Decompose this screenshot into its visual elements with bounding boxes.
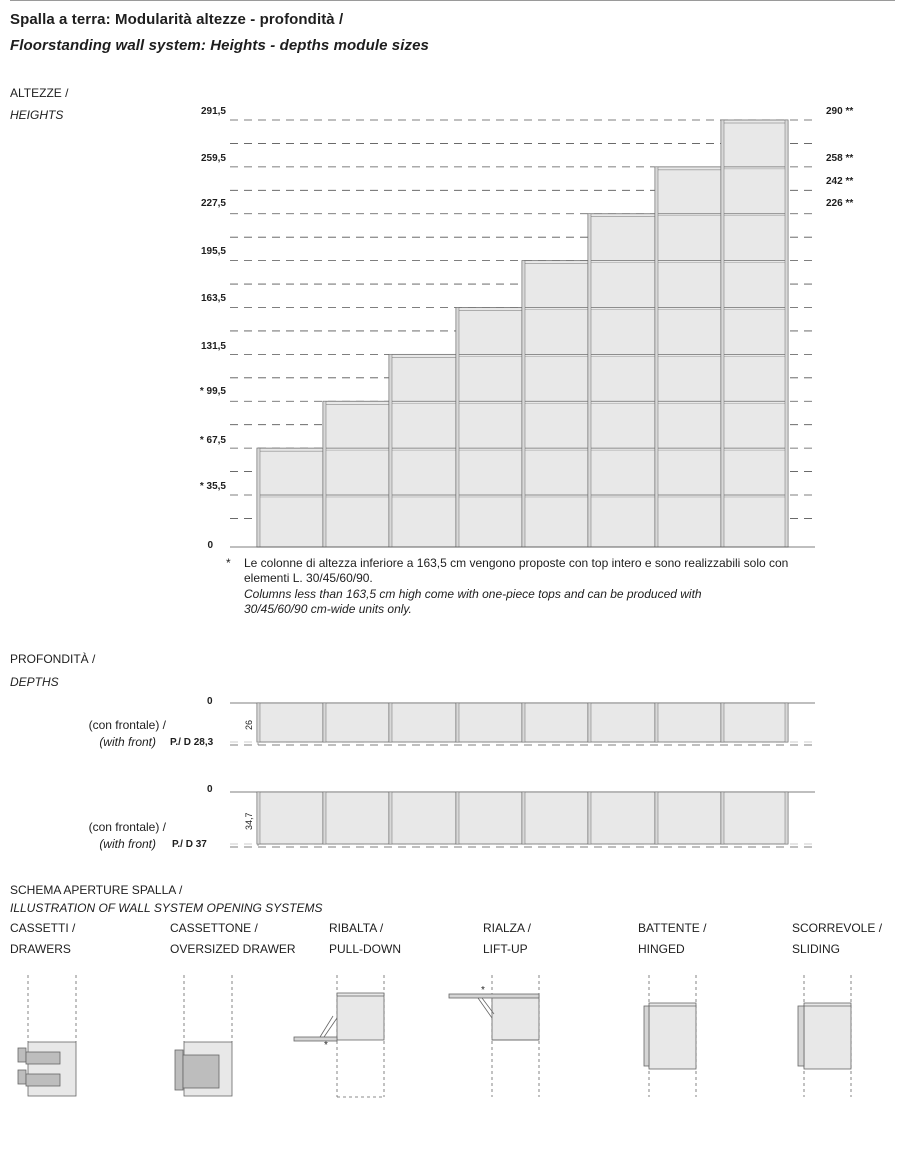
depth-upright	[785, 792, 788, 844]
depth-module	[456, 703, 522, 742]
depth-module	[721, 792, 788, 844]
height-tick: * 67,5	[199, 435, 226, 446]
depth-code: P./ D 37	[172, 839, 207, 850]
height-columns	[257, 120, 788, 547]
depth-module	[588, 703, 655, 742]
depth-module	[389, 703, 456, 742]
height-right-tick: 258 **	[826, 153, 854, 164]
depth-code: P./ D 28,3	[170, 737, 214, 748]
height-tick: * 35,5	[199, 481, 226, 492]
drawers-illustration	[18, 975, 76, 1096]
pull-down-asterisk: *	[324, 1040, 328, 1051]
depth-module	[456, 792, 522, 844]
sliding-illustration	[798, 975, 851, 1097]
depth-module	[323, 703, 389, 742]
depth-module	[588, 792, 655, 844]
shelf-column	[721, 120, 788, 547]
shelf-column	[323, 401, 389, 547]
openings-label-en: ILLUSTRATION OF WALL SYSTEM OPENING SYSTEMS	[10, 901, 323, 915]
depth-module	[655, 792, 721, 844]
shelf-column	[588, 214, 655, 547]
shelf-column	[655, 167, 721, 547]
note-italian: Le colonne di altezza inferiore a 163,5 cm vengono proposte con top intero e sono realizzabili solo con elementi L. 30/45/60/90.	[244, 556, 789, 585]
height-tick: 291,5	[200, 106, 226, 117]
depth-module	[389, 792, 456, 844]
openings-label-it: SCHEMA APERTURE SPALLA /	[10, 883, 183, 897]
height-tick: 131,5	[200, 341, 226, 352]
height-tick: 259,5	[200, 153, 226, 164]
depth-front-it: (con frontale) /	[88, 718, 166, 732]
depth-zero: 0	[207, 784, 213, 795]
height-right-tick: 242 **	[826, 176, 854, 187]
depth-module	[323, 792, 389, 844]
shelf-column	[389, 354, 456, 547]
height-right-tick: 226 **	[826, 198, 854, 209]
lift-up-illustration	[449, 975, 539, 1097]
page-subtitle: Floorstanding wall system: Heights - depths module sizes	[10, 37, 430, 54]
opening-hinged-label: BATTENTE / HINGED	[638, 921, 707, 956]
lift-up-asterisk: *	[481, 985, 485, 996]
height-right-tick: 290 **	[826, 106, 854, 117]
note-marker: *	[226, 556, 231, 570]
opening-sliding-label: SCORREVOLE / SLIDING	[792, 921, 883, 956]
depth-module	[522, 703, 588, 742]
depth-zero: 0	[207, 696, 213, 707]
depth-module	[721, 703, 788, 742]
depth-upright	[785, 703, 788, 742]
height-tick: 0	[207, 540, 213, 551]
height-tick: 195,5	[200, 246, 226, 257]
depth-row-1	[230, 703, 815, 745]
page-title: Spalla a terra: Modularità altezze - profondità /	[10, 11, 344, 28]
depth-module	[522, 792, 588, 844]
shelf-column	[522, 261, 588, 547]
note-english: Columns less than 163,5 cm high come with one-piece tops and can be produced with 30/45/60/90 cm-wide units only.	[244, 587, 702, 616]
heights-label-en: HEIGHTS	[10, 108, 64, 122]
pull-down-illustration	[294, 975, 384, 1097]
heights-label-it: ALTEZZE /	[10, 86, 69, 100]
oversized-drawer-illustration	[175, 975, 232, 1096]
depth-row-2	[230, 792, 815, 847]
depths-label-it: PROFONDITÀ /	[10, 652, 96, 666]
depth-inner-value: 26	[244, 719, 254, 730]
opening-pull-down-label: RIBALTA / PULL-DOWN	[329, 921, 402, 956]
depth-module	[257, 703, 323, 742]
depth-front-it: (con frontale) /	[88, 820, 166, 834]
shelf-upright	[785, 120, 788, 547]
depth-front-en: (with front)	[99, 735, 156, 749]
hinged-illustration	[644, 975, 696, 1097]
depth-front-en: (with front)	[99, 837, 156, 851]
depth-module	[655, 703, 721, 742]
shelf-column	[257, 448, 323, 547]
depth-inner-value: 34,7	[244, 812, 254, 830]
opening-oversized-drawer-label: CASSETTONE / OVERSIZED DRAWER	[170, 921, 296, 956]
height-tick: 227,5	[200, 198, 226, 209]
depths-label-en: DEPTHS	[10, 675, 59, 689]
shelf-column	[456, 307, 522, 547]
opening-lift-up-label: RIALZA / LIFT-UP	[483, 921, 532, 956]
depth-module	[257, 792, 323, 844]
height-tick: * 99,5	[199, 386, 226, 397]
opening-drawers-label: CASSETTI / DRAWERS	[10, 921, 76, 956]
height-tick: 163,5	[200, 293, 226, 304]
